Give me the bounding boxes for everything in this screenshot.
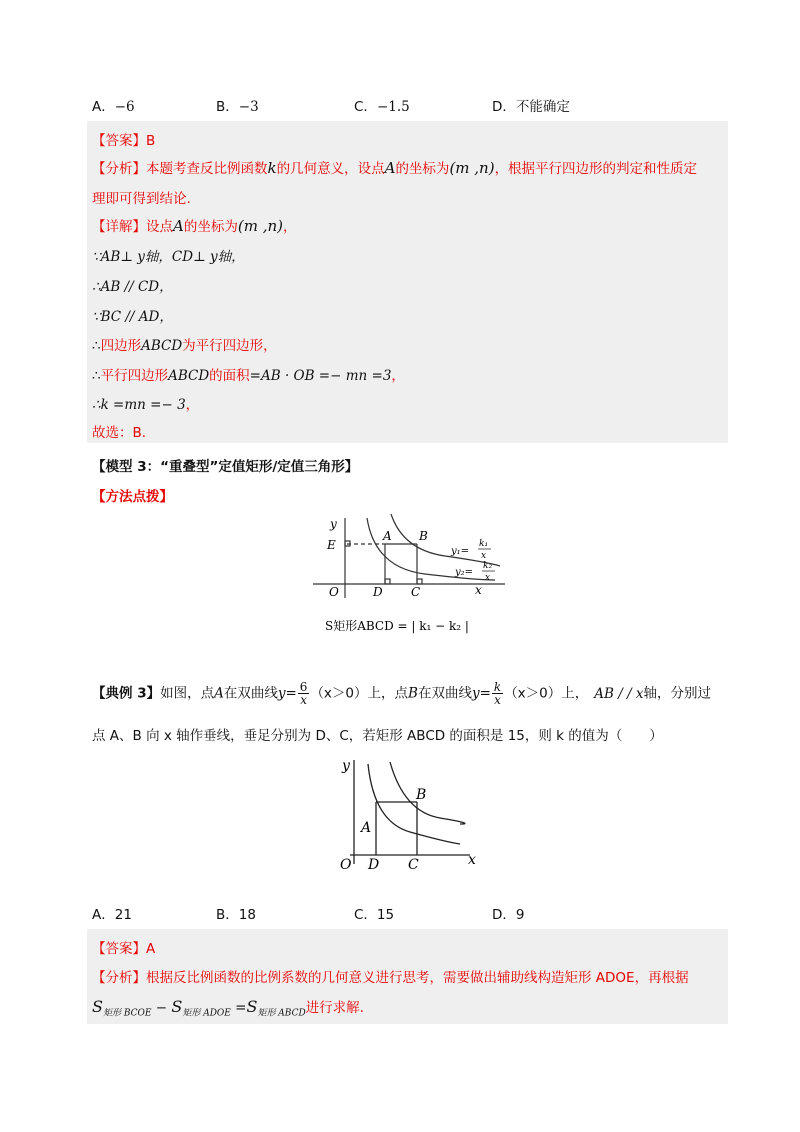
detail-line-6: ∴平行四边形ABCD的面积=AB · OB =− mn =3，: [92, 368, 405, 384]
label-b: B: [419, 529, 428, 543]
label-d-2: D: [368, 857, 380, 873]
detail-line-3: ∴AB // CD，: [92, 279, 173, 295]
curve-6-over-x: [368, 764, 460, 844]
label-o: O: [329, 585, 339, 599]
option-c: C．−1.5: [354, 99, 410, 115]
label-a: A: [383, 529, 392, 543]
label-x-den1: x: [481, 551, 487, 561]
label-k2: k₂: [483, 561, 493, 571]
detail-line-7: ∴k =mn =− 3，: [92, 397, 200, 413]
detail-line-4: ∵BC // AD，: [92, 309, 173, 325]
label-x: x: [475, 583, 482, 597]
options-row-example3: [92, 903, 712, 923]
curve-y2: [367, 518, 495, 580]
label-y: y: [330, 517, 337, 531]
label-y1: y₁=: [451, 546, 470, 557]
label-x-den2: x: [485, 573, 491, 583]
label-y-2: y: [342, 758, 350, 774]
option-a: A．−6: [92, 99, 135, 115]
answer-line-1: 【答案】B: [92, 133, 156, 149]
label-a-2: A: [361, 820, 372, 836]
option-d-3: D．9: [492, 907, 525, 923]
analysis3-line-2: $S_{矩形 BCOE} - S_{矩形 ADOE} =S_{矩形 ABCD}$进行求解.: [92, 997, 364, 1019]
detail-line-5: ∴四边形ABCD为平行四边形，: [92, 338, 277, 354]
example3-figure: [330, 752, 490, 877]
option-c-3: C．15: [354, 907, 395, 923]
rect-area-formula: S矩形ABCD = | k₁ − k₂ |: [325, 619, 469, 633]
label-o-2: O: [340, 857, 352, 873]
label-y2: y₂=: [455, 567, 474, 578]
option-b: B．−3: [216, 99, 259, 115]
analysis-line-1: 【分析】本题考查反比例函数k的几何意义，设点A的坐标为(m ,n)，根据平行四边形的判定和性质定: [92, 159, 698, 177]
label-e: E: [327, 538, 336, 552]
label-d: D: [373, 585, 383, 599]
options-row-top: [92, 95, 712, 115]
example3-line-2: 点 A、B 向 x 轴作垂线，垂足分别为 D、C，若矩形 ABCD 的面积是 15，则 k 的值为（ ）: [92, 728, 663, 744]
detail-line-2: ∵AB⊥ y轴，CD⊥ y轴，: [92, 249, 245, 265]
answer-line-3: 【答案】A: [92, 941, 156, 957]
option-a-3: A．21: [92, 907, 132, 923]
example3-line-1: 【典例 3】如图，点A在双曲线y= $\frac{6}{x}$ （x＞0）上，点B在双曲线y= $\frac{k}{x}$ （x＞0）上， AB / / x轴，分别过: [92, 680, 712, 707]
label-b-2: B: [416, 787, 427, 803]
analysis-line-2: 理即可得到结论.: [92, 191, 191, 207]
label-c-2: C: [408, 857, 419, 873]
label-x-2: x: [468, 852, 476, 868]
curve-k-over-x: [390, 762, 465, 824]
method-tag: 【方法点拨】: [92, 489, 173, 505]
analysis3-line-1: 【分析】根据反比例函数的比例系数的几何意义进行思考，需要做出辅助线构造矩形 ADOE，再根据: [92, 970, 689, 986]
label-k1: k₁: [479, 539, 489, 549]
model3-title: 【模型 3：“重叠型”定值矩形/定值三角形】: [92, 459, 359, 475]
option-b-3: B．18: [216, 907, 256, 923]
detail-line-8: 故选：B.: [92, 425, 147, 441]
detail-line-1: 【详解】设点A的坐标为(m ,n)，: [92, 217, 297, 235]
label-c: C: [411, 585, 421, 599]
model-figure: [305, 508, 525, 643]
option-d: D．不能确定: [492, 99, 570, 115]
